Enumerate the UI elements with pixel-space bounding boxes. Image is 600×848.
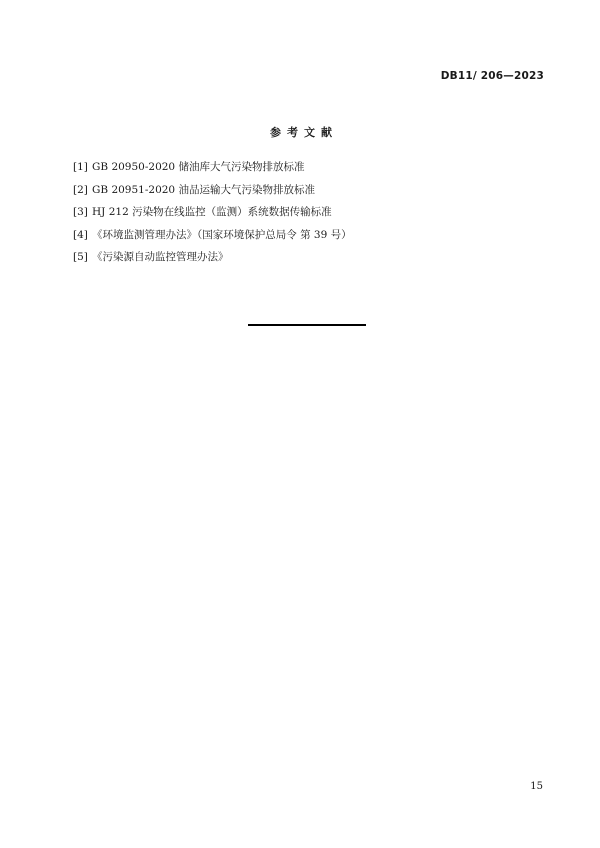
reference-list: [73, 160, 352, 273]
reference-item: [73, 250, 352, 265]
reference-text: GB 20950-2020 储油库大气污染物排放标准: [92, 161, 305, 173]
reference-number: [3]: [73, 206, 88, 218]
reference-item: [73, 228, 352, 243]
end-of-document-rule: [248, 324, 366, 326]
reference-text: 《污染源自动监控管理办法》: [92, 251, 229, 263]
section-title: 参考文献: [270, 126, 338, 139]
reference-number: [5]: [73, 251, 88, 263]
reference-item: [73, 205, 352, 220]
reference-number: [4]: [73, 228, 88, 241]
reference-number: [1]: [73, 161, 88, 173]
reference-number: [2]: [73, 183, 88, 196]
reference-text: 《环境监测管理办法》（国家环境保护总局令 第 39 号）: [92, 228, 352, 241]
page-number: 15: [530, 781, 543, 792]
document-code: DB11/ 206—2023: [440, 70, 544, 82]
reference-text: GB 20951-2020 油品运输大气污染物排放标准: [92, 183, 315, 196]
reference-item: [73, 183, 352, 198]
reference-item: [73, 160, 352, 175]
reference-text: HJ 212 污染物在线监控（监测）系统数据传输标准: [92, 206, 332, 218]
